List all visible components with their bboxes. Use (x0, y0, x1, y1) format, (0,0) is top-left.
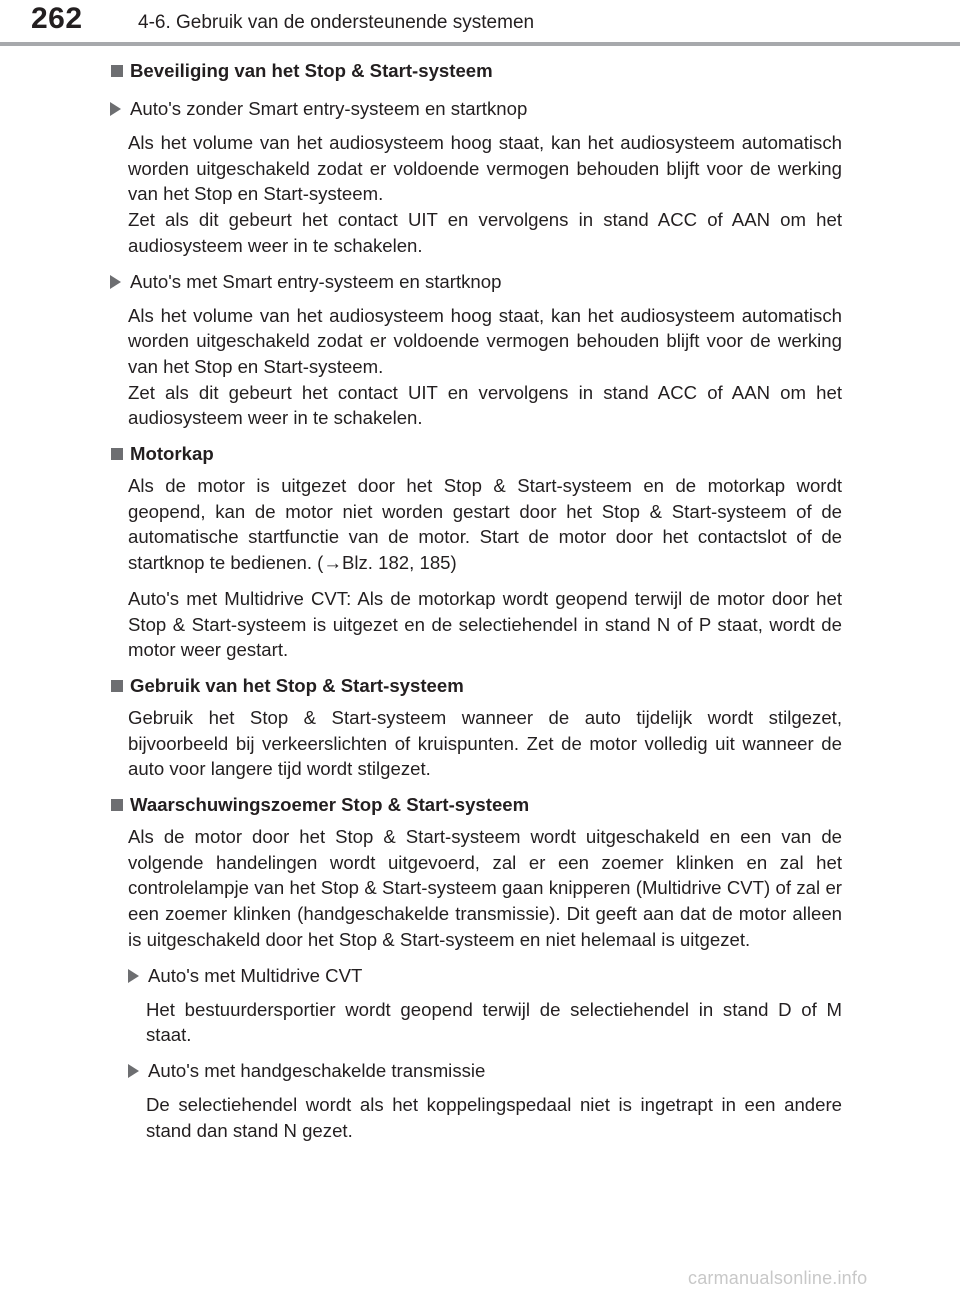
paragraph-text: Zet als dit gebeurt het contact UIT en vervolgens in stand ACC of AAN om het audiosysteem weer in te schakelen. (128, 209, 842, 256)
watermark: carmanualsonline.info (688, 1268, 868, 1288)
paragraph-text: Als het volume van het audiosysteem hoog staat, kan het audiosysteem automatisch worden uitgeschakeld zodat er voldoende vermogen behouden blijft voor de werking van het Stop en Start-systeem. (128, 132, 842, 205)
subheading-text: Auto's met Smart entry-systeem en startknop (130, 270, 502, 292)
triangle-bullet-icon (110, 275, 121, 289)
triangle-bullet-icon (110, 102, 121, 116)
paragraph-text: Als het volume van het audiosysteem hoog staat, kan het audiosysteem automatisch worden uitgeschakeld zodat er voldoende vermogen behouden blijft voor de werking van het Stop en Start-systeem. (128, 304, 842, 377)
subheading-text: Auto's zonder Smart entry-systeem en startknop (130, 98, 528, 119)
paragraph: Het bestuurdersportier wordt geopend terwijl de selectiehendel in stand D of M staat. (146, 998, 842, 1046)
triangle-bullet-icon (128, 1064, 139, 1078)
paragraph: Gebruik het Stop & Start-systeem wanneer de auto tijdelijk wordt stilgezet, bijvoorbeeld bij verkeerslichten of kruispunten. Zet de motor volledig uit wanneer de auto voor langere tijd wordt stilgezet. (128, 706, 842, 780)
section-heading-hood (110, 441, 842, 467)
subheading-without-smart-entry (110, 96, 842, 122)
square-bullet-icon (111, 680, 123, 692)
square-bullet-icon (111, 65, 123, 77)
section-heading-usage (110, 673, 842, 699)
triangle-bullet-icon (128, 969, 139, 983)
section-heading-text: Motorkap (130, 443, 214, 465)
chapter-title: 4-6. Gebruik van de ondersteunende systemen (138, 12, 535, 33)
section-heading-text: Beveiliging van het Stop & Start-systeem (130, 60, 493, 81)
paragraph-text: Zet als dit gebeurt het contact UIT en vervolgens in stand ACC of AAN om het audiosysteem weer in te schakelen. (128, 381, 842, 429)
square-bullet-icon (111, 448, 123, 460)
square-bullet-icon (111, 799, 123, 811)
subheading-with-smart-entry (110, 269, 842, 295)
paragraph: Als de motor door het Stop & Start-systeem wordt uitgeschakeld en een van de volgende handelingen wordt uitgevoerd, zal er een zoemer klinken en zal het controlelampje van het Stop & Start-systeem gaan knipperen (Multidrive CVT) of zal er een zoemer klinken (handgeschakelde transmissie). Dit geeft aan dat de motor alleen is uitgeschakeld door het Stop & Start-systeem en niet helemaal is uitgezet. (128, 826, 842, 950)
page-header (0, 0, 960, 48)
section-heading-buzzer (110, 792, 842, 818)
paragraph (128, 303, 842, 432)
section-heading-text: Gebruik van het Stop & Start-systeem (130, 674, 464, 696)
header-divider (0, 42, 960, 46)
paragraph: Als de motor is uitgezet door het Stop & Start-systeem en de motorkap wordt geopend, kan de motor niet worden gestart door het Stop & Start-systeem of de automatische startfunctie van de motor. Start de motor door het contactslot of de startknop te bedienen. (→Blz. 182, 185) (128, 475, 842, 574)
paragraph: Auto's met Multidrive CVT: Als de motorkap wordt geopend terwijl de motor door het Stop & Start-systeem is uitgezet en de selectiehendel in stand N of P staat, wordt de motor weer gestart. (128, 587, 842, 661)
page-content (110, 58, 842, 1153)
subheading-text: Auto's met handgeschakelde transmissie (148, 1059, 486, 1081)
section-heading-security (110, 58, 842, 84)
paragraph (128, 130, 842, 259)
subheading-text: Auto's met Multidrive CVT (148, 964, 363, 986)
page-number: 262 (31, 2, 83, 35)
section-heading-text: Waarschuwingszoemer Stop & Start-systeem (130, 794, 530, 816)
subheading-manual-transmission (128, 1058, 842, 1084)
paragraph: De selectiehendel wordt als het koppelingspedaal niet is ingetrapt in een andere stand dan stand N gezet. (146, 1093, 842, 1141)
subheading-multidrive-cvt (128, 963, 842, 989)
